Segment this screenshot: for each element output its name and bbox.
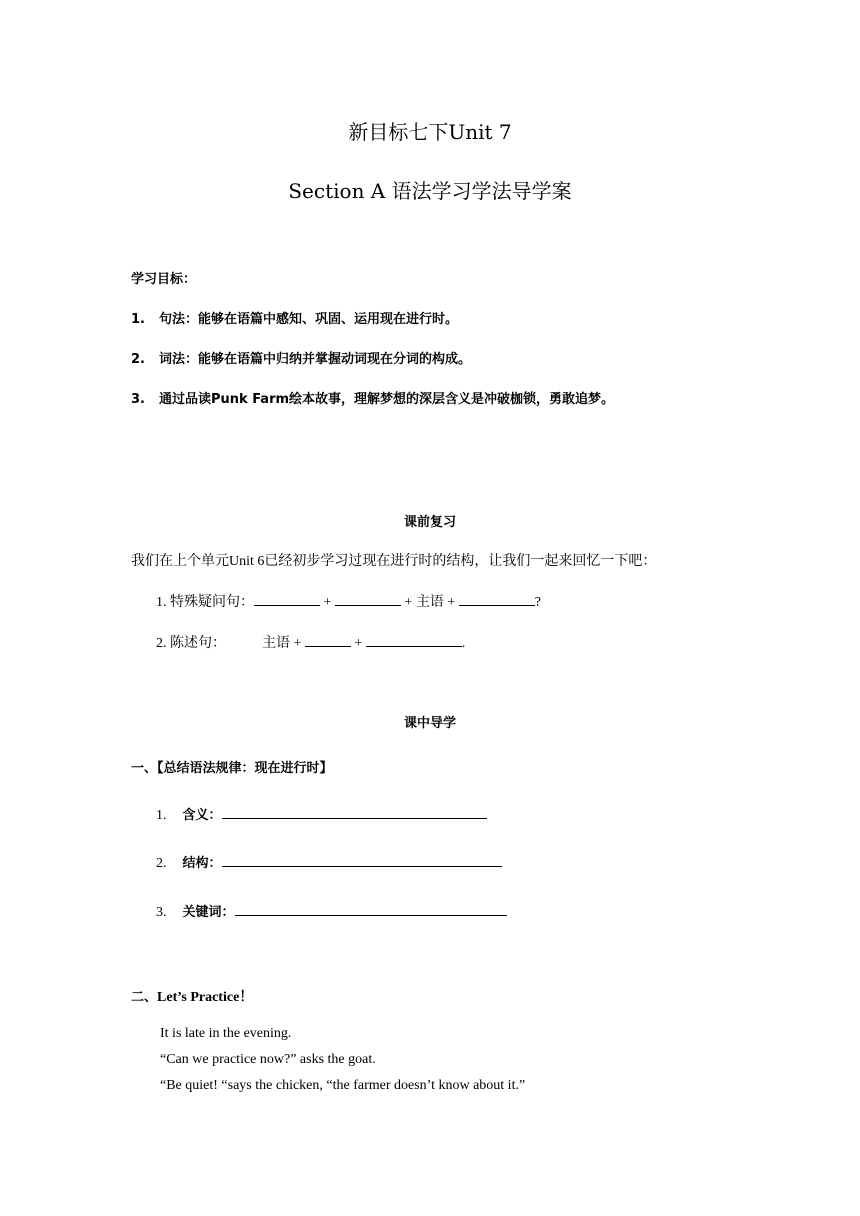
guide-heading: 课中导学 xyxy=(403,716,456,731)
story-line: “Can we practice now?” asks the goat. xyxy=(160,1052,376,1067)
fill-blank[interactable] xyxy=(459,591,535,606)
question-label: 1. 特殊疑问句： xyxy=(156,595,254,610)
subject-word: 主语 xyxy=(262,636,290,651)
story-line: It is late in the evening. xyxy=(160,1026,292,1041)
answer-line[interactable] xyxy=(235,901,507,916)
objective-item xyxy=(131,348,471,367)
page-subtitle: Section A 语法学习学法导学案 xyxy=(288,179,572,203)
plus-sign: + xyxy=(293,636,302,651)
plus-sign: + xyxy=(354,636,363,651)
end-mark: ? xyxy=(534,595,541,610)
objective-text: 词法：能够在语篇中归纳并掌握动词现在分词的构成。 xyxy=(158,352,471,367)
part1-heading: 一、【总结语法规律：现在进行时】 xyxy=(131,761,333,776)
item-number: 1. xyxy=(156,808,167,823)
part2-title: Let’s Practice！ xyxy=(157,990,254,1005)
objective-number: 1. xyxy=(131,312,145,327)
fill-blank[interactable] xyxy=(366,632,462,647)
item-number: 2. xyxy=(156,856,167,871)
review-intro: 我们在上个单元Unit 6已经初步学习过现在进行时的结构，让我们一起来回忆一下吧： xyxy=(131,554,657,569)
answer-line[interactable] xyxy=(222,852,502,867)
plus-sign: + xyxy=(447,595,456,610)
page-title: 新目标七下Unit 7 xyxy=(348,120,512,144)
guide-item xyxy=(156,852,502,872)
fill-blank[interactable] xyxy=(305,632,351,647)
fill-blank[interactable] xyxy=(335,591,401,606)
review-question-line xyxy=(156,591,541,611)
objective-number: 2. xyxy=(131,352,145,367)
item-label: 关键词： xyxy=(182,905,235,920)
review-heading: 课前复习 xyxy=(403,515,456,530)
part2-prefix: 二、 xyxy=(131,990,158,1005)
end-mark: . xyxy=(461,636,466,651)
plus-sign: + xyxy=(323,595,332,610)
story-line: “Be quiet! “says the chicken, “the farmer doesn’t know about it.” xyxy=(160,1078,526,1093)
part2-heading xyxy=(131,986,253,1006)
fill-blank[interactable] xyxy=(254,591,320,606)
objective-item xyxy=(131,308,458,327)
objective-number: 3. xyxy=(131,392,145,407)
item-label: 含义： xyxy=(182,808,222,823)
review-statement-line xyxy=(156,632,465,652)
objectives-heading: 学习目标： xyxy=(131,272,197,287)
objective-item xyxy=(131,388,614,407)
statement-label: 2. 陈述句： xyxy=(156,636,226,651)
answer-line[interactable] xyxy=(222,804,487,819)
objective-text: 句法：能够在语篇中感知、巩固、运用现在进行时。 xyxy=(158,312,458,327)
guide-item xyxy=(156,804,487,824)
guide-item xyxy=(156,901,507,921)
plus-sign: + xyxy=(404,595,413,610)
item-number: 3. xyxy=(156,905,167,920)
subject-word: 主语 xyxy=(415,595,444,610)
objective-text: 通过品读Punk Farm绘本故事，理解梦想的深层含义是冲破枷锁，勇敢追梦。 xyxy=(158,392,615,407)
item-label: 结构： xyxy=(182,856,222,871)
